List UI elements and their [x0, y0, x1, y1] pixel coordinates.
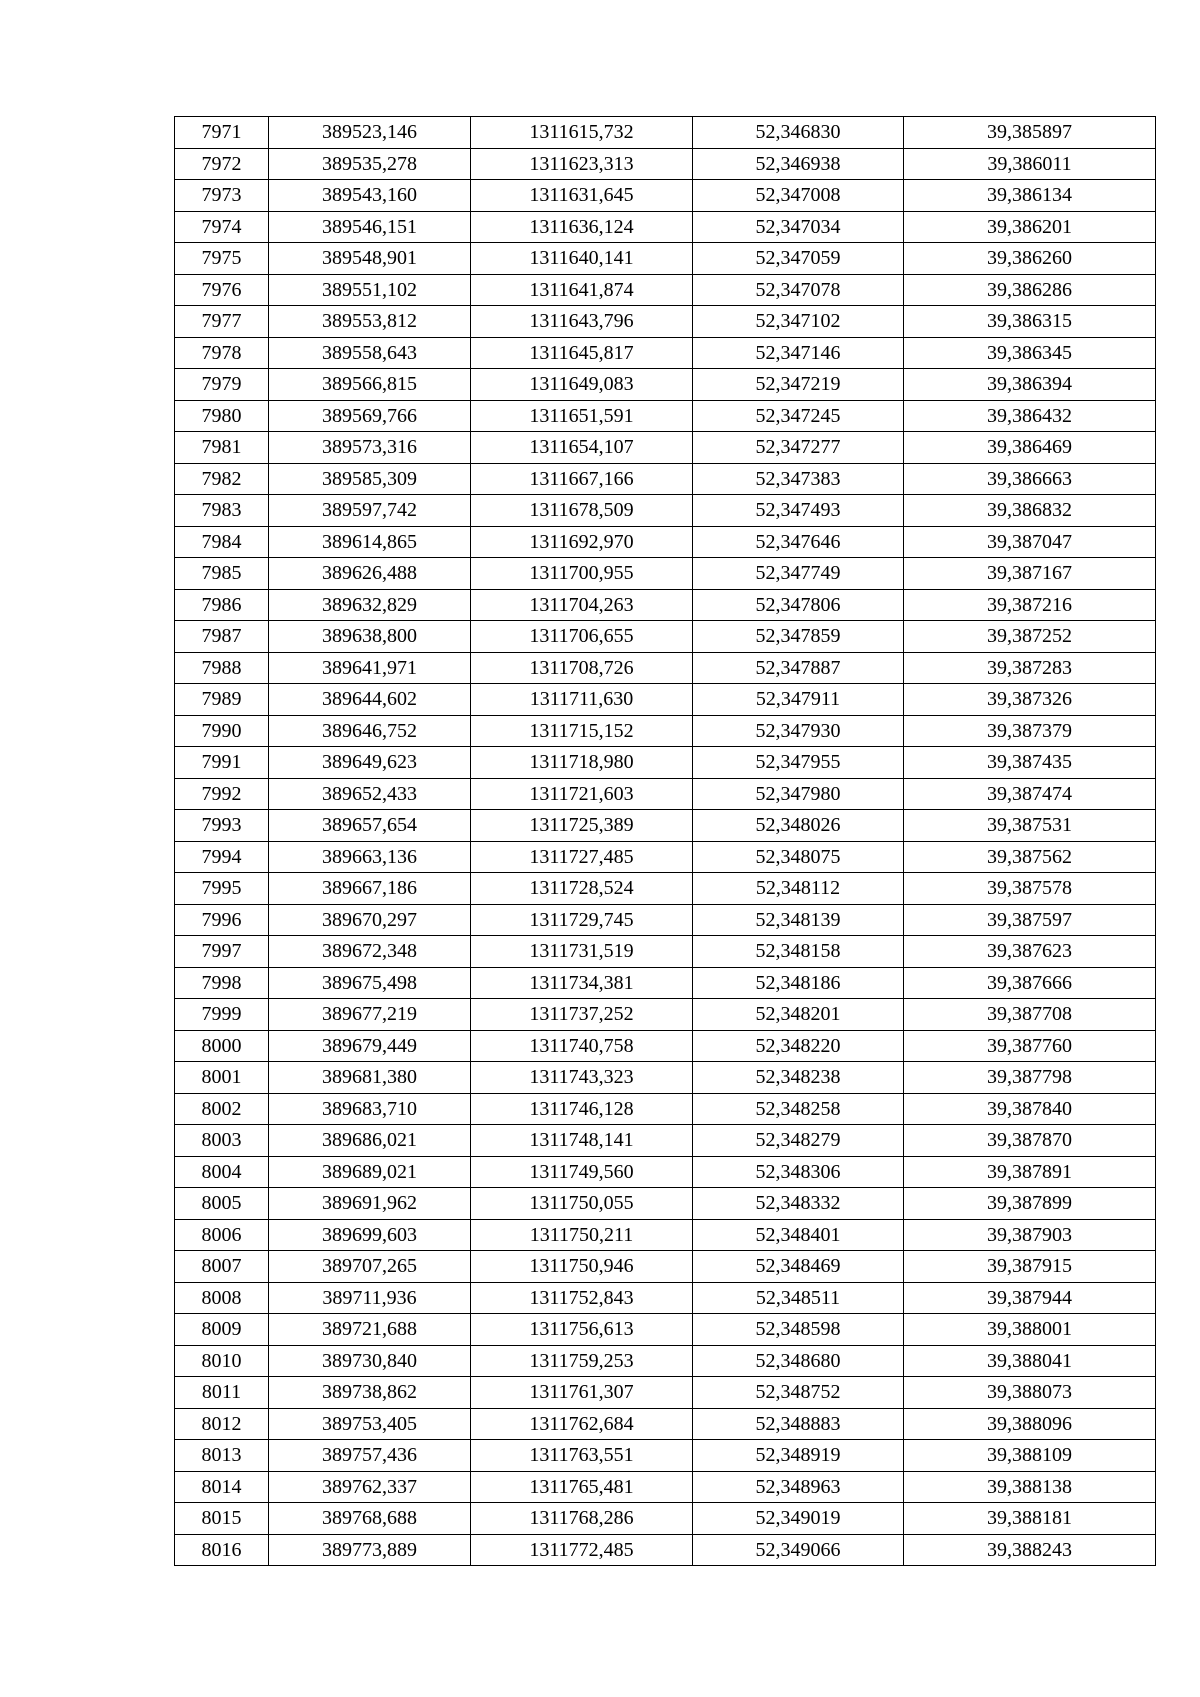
- table-row: [175, 274, 1156, 306]
- longitude-cell: 39,386394: [904, 369, 1156, 401]
- latitude-cell: 52,347930: [693, 715, 904, 747]
- longitude-cell: 39,387666: [904, 967, 1156, 999]
- point-number-cell: 8011: [175, 1377, 269, 1409]
- latitude-cell: 52,346938: [693, 148, 904, 180]
- latitude-cell: 52,347102: [693, 306, 904, 338]
- table-row: [175, 904, 1156, 936]
- x-coordinate-cell: 389614,865: [269, 526, 471, 558]
- latitude-cell: 52,347955: [693, 747, 904, 779]
- latitude-cell: 52,347219: [693, 369, 904, 401]
- table-row: [175, 180, 1156, 212]
- point-number-cell: 8007: [175, 1251, 269, 1283]
- y-coordinate-cell: 1311643,796: [471, 306, 693, 338]
- x-coordinate-cell: 389553,812: [269, 306, 471, 338]
- latitude-cell: 52,349019: [693, 1503, 904, 1535]
- y-coordinate-cell: 1311761,307: [471, 1377, 693, 1409]
- y-coordinate-cell: 1311763,551: [471, 1440, 693, 1472]
- latitude-cell: 52,347646: [693, 526, 904, 558]
- latitude-cell: 52,348919: [693, 1440, 904, 1472]
- latitude-cell: 52,348963: [693, 1471, 904, 1503]
- x-coordinate-cell: 389535,278: [269, 148, 471, 180]
- longitude-cell: 39,387531: [904, 810, 1156, 842]
- x-coordinate-cell: 389632,829: [269, 589, 471, 621]
- point-number-cell: 7983: [175, 495, 269, 527]
- x-coordinate-cell: 389707,265: [269, 1251, 471, 1283]
- y-coordinate-cell: 1311654,107: [471, 432, 693, 464]
- latitude-cell: 52,348752: [693, 1377, 904, 1409]
- longitude-cell: 39,387708: [904, 999, 1156, 1031]
- longitude-cell: 39,387578: [904, 873, 1156, 905]
- y-coordinate-cell: 1311750,211: [471, 1219, 693, 1251]
- latitude-cell: 52,348220: [693, 1030, 904, 1062]
- point-number-cell: 8010: [175, 1345, 269, 1377]
- y-coordinate-cell: 1311772,485: [471, 1534, 693, 1566]
- table-row: [175, 1377, 1156, 1409]
- point-number-cell: 8000: [175, 1030, 269, 1062]
- table-row: [175, 1440, 1156, 1472]
- longitude-cell: 39,387899: [904, 1188, 1156, 1220]
- longitude-cell: 39,387326: [904, 684, 1156, 716]
- y-coordinate-cell: 1311731,519: [471, 936, 693, 968]
- latitude-cell: 52,347383: [693, 463, 904, 495]
- latitude-cell: 52,348258: [693, 1093, 904, 1125]
- y-coordinate-cell: 1311692,970: [471, 526, 693, 558]
- table-row: [175, 1062, 1156, 1094]
- y-coordinate-cell: 1311727,485: [471, 841, 693, 873]
- x-coordinate-cell: 389548,901: [269, 243, 471, 275]
- latitude-cell: 52,348332: [693, 1188, 904, 1220]
- table-row: [175, 306, 1156, 338]
- longitude-cell: 39,387597: [904, 904, 1156, 936]
- table-row: [175, 526, 1156, 558]
- table-row: [175, 747, 1156, 779]
- point-number-cell: 7991: [175, 747, 269, 779]
- y-coordinate-cell: 1311678,509: [471, 495, 693, 527]
- longitude-cell: 39,386832: [904, 495, 1156, 527]
- table-row: [175, 810, 1156, 842]
- longitude-cell: 39,387915: [904, 1251, 1156, 1283]
- point-number-cell: 7971: [175, 117, 269, 149]
- longitude-cell: 39,388001: [904, 1314, 1156, 1346]
- table-row: [175, 652, 1156, 684]
- latitude-cell: 52,348075: [693, 841, 904, 873]
- x-coordinate-cell: 389649,623: [269, 747, 471, 779]
- table-row: [175, 495, 1156, 527]
- longitude-cell: 39,388073: [904, 1377, 1156, 1409]
- point-number-cell: 8013: [175, 1440, 269, 1472]
- table-row: [175, 463, 1156, 495]
- point-number-cell: 7998: [175, 967, 269, 999]
- longitude-cell: 39,385897: [904, 117, 1156, 149]
- table-row: [175, 936, 1156, 968]
- latitude-cell: 52,348306: [693, 1156, 904, 1188]
- longitude-cell: 39,387944: [904, 1282, 1156, 1314]
- x-coordinate-cell: 389569,766: [269, 400, 471, 432]
- latitude-cell: 52,348238: [693, 1062, 904, 1094]
- point-number-cell: 7992: [175, 778, 269, 810]
- point-number-cell: 7986: [175, 589, 269, 621]
- latitude-cell: 52,348680: [693, 1345, 904, 1377]
- y-coordinate-cell: 1311729,745: [471, 904, 693, 936]
- y-coordinate-cell: 1311636,124: [471, 211, 693, 243]
- longitude-cell: 39,386260: [904, 243, 1156, 275]
- latitude-cell: 52,348026: [693, 810, 904, 842]
- table-row: [175, 1408, 1156, 1440]
- longitude-cell: 39,386469: [904, 432, 1156, 464]
- x-coordinate-cell: 389691,962: [269, 1188, 471, 1220]
- table-row: [175, 1156, 1156, 1188]
- point-number-cell: 7989: [175, 684, 269, 716]
- longitude-cell: 39,388109: [904, 1440, 1156, 1472]
- point-number-cell: 7997: [175, 936, 269, 968]
- table-row: [175, 1093, 1156, 1125]
- point-number-cell: 7994: [175, 841, 269, 873]
- x-coordinate-cell: 389768,688: [269, 1503, 471, 1535]
- longitude-cell: 39,387798: [904, 1062, 1156, 1094]
- table-row: [175, 400, 1156, 432]
- x-coordinate-cell: 389738,862: [269, 1377, 471, 1409]
- y-coordinate-cell: 1311641,874: [471, 274, 693, 306]
- point-number-cell: 7975: [175, 243, 269, 275]
- x-coordinate-cell: 389689,021: [269, 1156, 471, 1188]
- x-coordinate-cell: 389681,380: [269, 1062, 471, 1094]
- x-coordinate-cell: 389672,348: [269, 936, 471, 968]
- table-row: [175, 432, 1156, 464]
- y-coordinate-cell: 1311649,083: [471, 369, 693, 401]
- x-coordinate-cell: 389667,186: [269, 873, 471, 905]
- table-row: [175, 369, 1156, 401]
- point-number-cell: 7993: [175, 810, 269, 842]
- longitude-cell: 39,388243: [904, 1534, 1156, 1566]
- point-number-cell: 7995: [175, 873, 269, 905]
- point-number-cell: 7977: [175, 306, 269, 338]
- y-coordinate-cell: 1311623,313: [471, 148, 693, 180]
- x-coordinate-cell: 389644,602: [269, 684, 471, 716]
- longitude-cell: 39,387870: [904, 1125, 1156, 1157]
- longitude-cell: 39,386663: [904, 463, 1156, 495]
- latitude-cell: 52,348139: [693, 904, 904, 936]
- table-row: [175, 873, 1156, 905]
- x-coordinate-cell: 389551,102: [269, 274, 471, 306]
- x-coordinate-cell: 389558,643: [269, 337, 471, 369]
- latitude-cell: 52,348511: [693, 1282, 904, 1314]
- latitude-cell: 52,348112: [693, 873, 904, 905]
- point-number-cell: 8002: [175, 1093, 269, 1125]
- x-coordinate-cell: 389657,654: [269, 810, 471, 842]
- y-coordinate-cell: 1311651,591: [471, 400, 693, 432]
- latitude-cell: 52,347493: [693, 495, 904, 527]
- point-number-cell: 7981: [175, 432, 269, 464]
- point-number-cell: 7982: [175, 463, 269, 495]
- point-number-cell: 8003: [175, 1125, 269, 1157]
- latitude-cell: 52,347245: [693, 400, 904, 432]
- x-coordinate-cell: 389675,498: [269, 967, 471, 999]
- point-number-cell: 7985: [175, 558, 269, 590]
- latitude-cell: 52,347034: [693, 211, 904, 243]
- x-coordinate-cell: 389721,688: [269, 1314, 471, 1346]
- y-coordinate-cell: 1311711,630: [471, 684, 693, 716]
- x-coordinate-cell: 389753,405: [269, 1408, 471, 1440]
- coordinates-table: [174, 116, 1156, 1566]
- point-number-cell: 7972: [175, 148, 269, 180]
- y-coordinate-cell: 1311631,645: [471, 180, 693, 212]
- x-coordinate-cell: 389641,971: [269, 652, 471, 684]
- x-coordinate-cell: 389699,603: [269, 1219, 471, 1251]
- y-coordinate-cell: 1311721,603: [471, 778, 693, 810]
- table-row: [175, 999, 1156, 1031]
- y-coordinate-cell: 1311748,141: [471, 1125, 693, 1157]
- y-coordinate-cell: 1311704,263: [471, 589, 693, 621]
- point-number-cell: 8005: [175, 1188, 269, 1220]
- latitude-cell: 52,347146: [693, 337, 904, 369]
- x-coordinate-cell: 389546,151: [269, 211, 471, 243]
- x-coordinate-cell: 389677,219: [269, 999, 471, 1031]
- longitude-cell: 39,387379: [904, 715, 1156, 747]
- longitude-cell: 39,387903: [904, 1219, 1156, 1251]
- coordinates-table-body: [175, 117, 1156, 1566]
- x-coordinate-cell: 389773,889: [269, 1534, 471, 1566]
- table-row: [175, 558, 1156, 590]
- x-coordinate-cell: 389573,316: [269, 432, 471, 464]
- y-coordinate-cell: 1311645,817: [471, 337, 693, 369]
- y-coordinate-cell: 1311725,389: [471, 810, 693, 842]
- table-row: [175, 715, 1156, 747]
- latitude-cell: 52,347078: [693, 274, 904, 306]
- y-coordinate-cell: 1311765,481: [471, 1471, 693, 1503]
- y-coordinate-cell: 1311756,613: [471, 1314, 693, 1346]
- y-coordinate-cell: 1311762,684: [471, 1408, 693, 1440]
- longitude-cell: 39,388096: [904, 1408, 1156, 1440]
- x-coordinate-cell: 389683,710: [269, 1093, 471, 1125]
- x-coordinate-cell: 389711,936: [269, 1282, 471, 1314]
- point-number-cell: 7988: [175, 652, 269, 684]
- x-coordinate-cell: 389757,436: [269, 1440, 471, 1472]
- latitude-cell: 52,348186: [693, 967, 904, 999]
- y-coordinate-cell: 1311759,253: [471, 1345, 693, 1377]
- table-row: [175, 117, 1156, 149]
- y-coordinate-cell: 1311749,560: [471, 1156, 693, 1188]
- y-coordinate-cell: 1311750,055: [471, 1188, 693, 1220]
- point-number-cell: 8008: [175, 1282, 269, 1314]
- latitude-cell: 52,347806: [693, 589, 904, 621]
- latitude-cell: 52,348883: [693, 1408, 904, 1440]
- table-row: [175, 337, 1156, 369]
- x-coordinate-cell: 389652,433: [269, 778, 471, 810]
- point-number-cell: 8012: [175, 1408, 269, 1440]
- latitude-cell: 52,348279: [693, 1125, 904, 1157]
- longitude-cell: 39,386345: [904, 337, 1156, 369]
- point-number-cell: 8016: [175, 1534, 269, 1566]
- x-coordinate-cell: 389585,309: [269, 463, 471, 495]
- point-number-cell: 8006: [175, 1219, 269, 1251]
- point-number-cell: 7974: [175, 211, 269, 243]
- table-row: [175, 841, 1156, 873]
- x-coordinate-cell: 389543,160: [269, 180, 471, 212]
- longitude-cell: 39,388138: [904, 1471, 1156, 1503]
- table-row: [175, 589, 1156, 621]
- x-coordinate-cell: 389762,337: [269, 1471, 471, 1503]
- longitude-cell: 39,386011: [904, 148, 1156, 180]
- point-number-cell: 7976: [175, 274, 269, 306]
- y-coordinate-cell: 1311667,166: [471, 463, 693, 495]
- latitude-cell: 52,348598: [693, 1314, 904, 1346]
- longitude-cell: 39,386201: [904, 211, 1156, 243]
- x-coordinate-cell: 389646,752: [269, 715, 471, 747]
- x-coordinate-cell: 389638,800: [269, 621, 471, 653]
- x-coordinate-cell: 389663,136: [269, 841, 471, 873]
- x-coordinate-cell: 389566,815: [269, 369, 471, 401]
- longitude-cell: 39,388181: [904, 1503, 1156, 1535]
- longitude-cell: 39,386315: [904, 306, 1156, 338]
- longitude-cell: 39,387167: [904, 558, 1156, 590]
- y-coordinate-cell: 1311715,152: [471, 715, 693, 747]
- longitude-cell: 39,387562: [904, 841, 1156, 873]
- longitude-cell: 39,387474: [904, 778, 1156, 810]
- longitude-cell: 39,387435: [904, 747, 1156, 779]
- point-number-cell: 7996: [175, 904, 269, 936]
- longitude-cell: 39,386432: [904, 400, 1156, 432]
- x-coordinate-cell: 389686,021: [269, 1125, 471, 1157]
- table-row: [175, 1219, 1156, 1251]
- table-row: [175, 621, 1156, 653]
- latitude-cell: 52,348201: [693, 999, 904, 1031]
- x-coordinate-cell: 389523,146: [269, 117, 471, 149]
- table-row: [175, 684, 1156, 716]
- latitude-cell: 52,348401: [693, 1219, 904, 1251]
- longitude-cell: 39,386134: [904, 180, 1156, 212]
- latitude-cell: 52,349066: [693, 1534, 904, 1566]
- y-coordinate-cell: 1311737,252: [471, 999, 693, 1031]
- y-coordinate-cell: 1311746,128: [471, 1093, 693, 1125]
- longitude-cell: 39,387623: [904, 936, 1156, 968]
- y-coordinate-cell: 1311743,323: [471, 1062, 693, 1094]
- point-number-cell: 7978: [175, 337, 269, 369]
- table-row: [175, 211, 1156, 243]
- x-coordinate-cell: 389626,488: [269, 558, 471, 590]
- latitude-cell: 52,347749: [693, 558, 904, 590]
- latitude-cell: 52,347859: [693, 621, 904, 653]
- longitude-cell: 39,386286: [904, 274, 1156, 306]
- point-number-cell: 7987: [175, 621, 269, 653]
- longitude-cell: 39,387760: [904, 1030, 1156, 1062]
- y-coordinate-cell: 1311728,524: [471, 873, 693, 905]
- latitude-cell: 52,346830: [693, 117, 904, 149]
- y-coordinate-cell: 1311708,726: [471, 652, 693, 684]
- longitude-cell: 39,387047: [904, 526, 1156, 558]
- y-coordinate-cell: 1311750,946: [471, 1251, 693, 1283]
- latitude-cell: 52,348158: [693, 936, 904, 968]
- table-row: [175, 1125, 1156, 1157]
- y-coordinate-cell: 1311615,732: [471, 117, 693, 149]
- y-coordinate-cell: 1311718,980: [471, 747, 693, 779]
- table-row: [175, 243, 1156, 275]
- longitude-cell: 39,387891: [904, 1156, 1156, 1188]
- point-number-cell: 8015: [175, 1503, 269, 1535]
- latitude-cell: 52,347887: [693, 652, 904, 684]
- point-number-cell: 8014: [175, 1471, 269, 1503]
- point-number-cell: 7979: [175, 369, 269, 401]
- longitude-cell: 39,387216: [904, 589, 1156, 621]
- y-coordinate-cell: 1311752,843: [471, 1282, 693, 1314]
- table-row: [175, 967, 1156, 999]
- longitude-cell: 39,387283: [904, 652, 1156, 684]
- latitude-cell: 52,347059: [693, 243, 904, 275]
- longitude-cell: 39,387840: [904, 1093, 1156, 1125]
- point-number-cell: 8004: [175, 1156, 269, 1188]
- x-coordinate-cell: 389730,840: [269, 1345, 471, 1377]
- point-number-cell: 7973: [175, 180, 269, 212]
- y-coordinate-cell: 1311734,381: [471, 967, 693, 999]
- point-number-cell: 8001: [175, 1062, 269, 1094]
- latitude-cell: 52,347008: [693, 180, 904, 212]
- latitude-cell: 52,347277: [693, 432, 904, 464]
- point-number-cell: 7999: [175, 999, 269, 1031]
- y-coordinate-cell: 1311740,758: [471, 1030, 693, 1062]
- table-row: [175, 1030, 1156, 1062]
- point-number-cell: 8009: [175, 1314, 269, 1346]
- longitude-cell: 39,388041: [904, 1345, 1156, 1377]
- table-row: [175, 148, 1156, 180]
- point-number-cell: 7984: [175, 526, 269, 558]
- table-row: [175, 1471, 1156, 1503]
- y-coordinate-cell: 1311640,141: [471, 243, 693, 275]
- table-row: [175, 778, 1156, 810]
- table-row: [175, 1534, 1156, 1566]
- table-row: [175, 1282, 1156, 1314]
- table-row: [175, 1503, 1156, 1535]
- y-coordinate-cell: 1311706,655: [471, 621, 693, 653]
- latitude-cell: 52,347980: [693, 778, 904, 810]
- y-coordinate-cell: 1311768,286: [471, 1503, 693, 1535]
- x-coordinate-cell: 389670,297: [269, 904, 471, 936]
- longitude-cell: 39,387252: [904, 621, 1156, 653]
- latitude-cell: 52,348469: [693, 1251, 904, 1283]
- x-coordinate-cell: 389597,742: [269, 495, 471, 527]
- point-number-cell: 7990: [175, 715, 269, 747]
- point-number-cell: 7980: [175, 400, 269, 432]
- y-coordinate-cell: 1311700,955: [471, 558, 693, 590]
- x-coordinate-cell: 389679,449: [269, 1030, 471, 1062]
- table-row: [175, 1188, 1156, 1220]
- table-row: [175, 1251, 1156, 1283]
- latitude-cell: 52,347911: [693, 684, 904, 716]
- table-row: [175, 1314, 1156, 1346]
- table-row: [175, 1345, 1156, 1377]
